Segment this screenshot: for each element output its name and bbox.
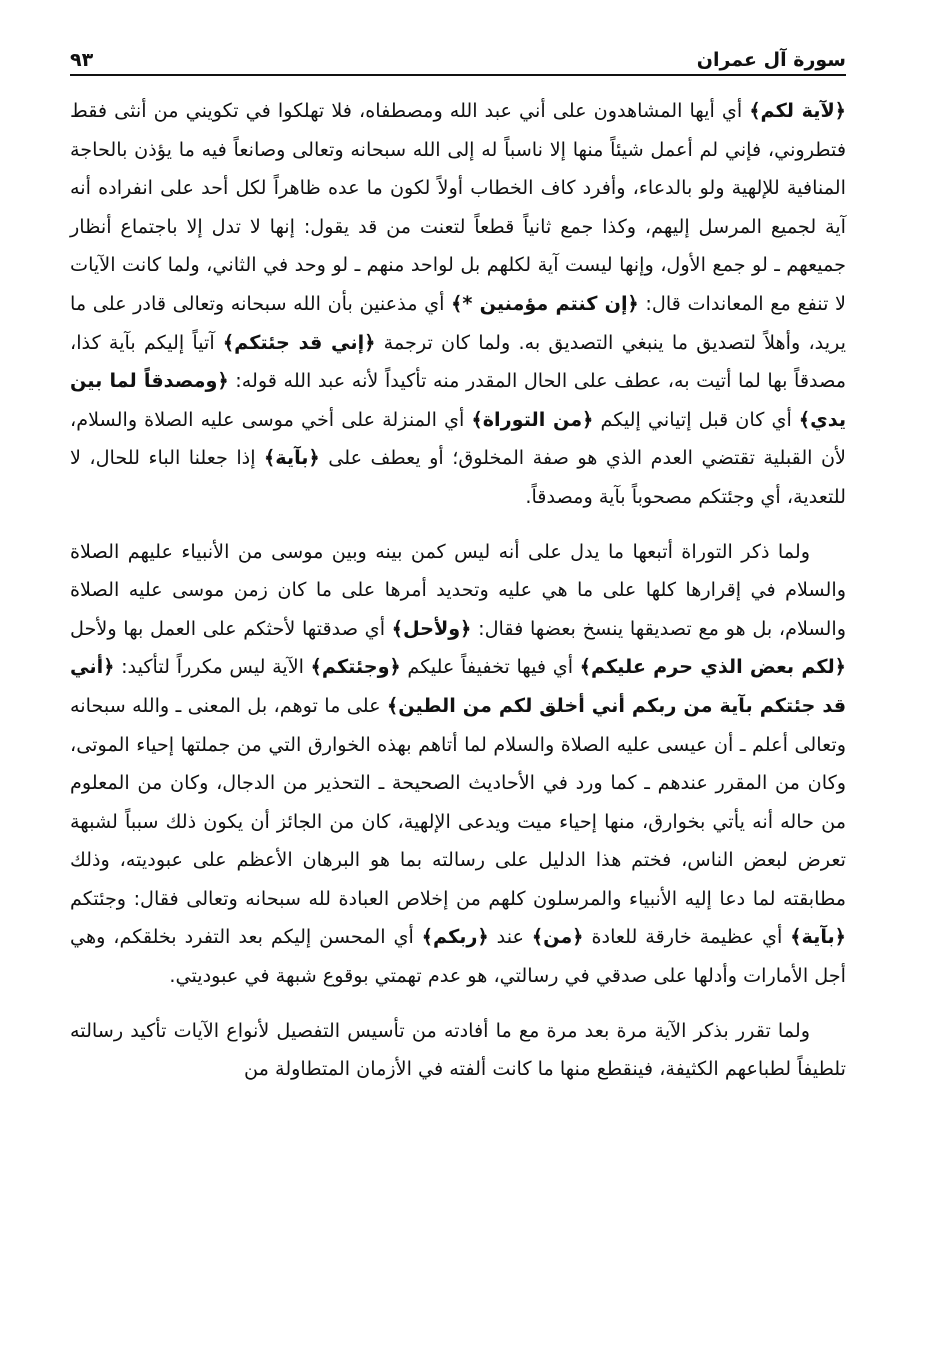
quran-quote: ﴿من التوراة﴾ <box>471 407 594 431</box>
quran-quote: ﴿بآية﴾ <box>264 446 320 470</box>
commentary-text: الآية ليس مكرراً لتأكيد: <box>114 655 311 679</box>
page-number: ٩٣ <box>70 49 94 71</box>
quran-quote: ﴿ربكم﴾ <box>421 925 489 949</box>
commentary-text: أي فيها تخفيفاً عليكم <box>400 655 580 679</box>
quran-quote: ﴿إن كنتم مؤمنين *﴾ <box>451 291 639 315</box>
quran-quote: ﴿ومصدقاً لما بين يدي﴾ <box>70 369 847 431</box>
paragraph-1 <box>70 92 846 517</box>
commentary-text: ولما تقرر بذكر الآية مرة بعد مرة مع ما أفادته من تأسيس التفصيل لأنواع الآيات تأكيد رسالته تلطيفاً لطباعهم الكثيفة، فينقطع منها ما كانت ألفته في الأزمان المتطاولة من <box>70 1018 846 1081</box>
quran-quote: ﴿ولأحل﴾ <box>391 616 472 640</box>
body-text <box>70 92 846 1089</box>
commentary-text: إذا جعلنا الباء للحال، لا للتعدية، أي وجئتكم مصحوباً بآية ومصدقاً. <box>70 446 846 508</box>
commentary-text: أي أيها المشاهدون على أني عبد الله ومصطفاه، فلا تهلكوا في تكويني من أنثى فقط فتطروني، فإني لم أعمل شيئاً منها إلا ناسباً له إلى الله سبحانه وتعالى وصانعاً فيه ما يؤذن بالحاجة المنافية للإلهية ولو بالدعاء، وأفرد كاف الخطاب أولاً لكون ما عده ظاهراً لكل أحد على انفراده أنه آية لجميع المرسل إليهم، وكذا جمع ثانياً قطعاً لتعنت من قد يقول: إنها لا تدل إلا باجتماع أنظار جميعهم ـ لو جمع الأول، وإنها ليست آية لكلهم بل لواحد منهم ـ لو وحد في الثاني، ولما كانت الآيات لا تنفع مع المعاندات قال: <box>70 99 846 315</box>
running-header <box>70 40 846 76</box>
paragraph-2 <box>70 533 846 996</box>
quran-quote: ﴿من﴾ <box>531 925 584 949</box>
surah-title: سورة آل عمران <box>696 49 846 71</box>
quran-quote: ﴿بآية﴾ <box>790 925 846 949</box>
commentary-text: ولما ذكر التوراة أتبعها ما يدل على أنه ليس كمن بينه وبين موسى من الأنبياء عليهم الصلاة والسلام في إقرارها كلها على ما هي عليه وتحديد أمرها على ما كان زمن موسى عليه الصلاة والسلام، بل هو مع تصديقها ينسخ بعضها فقال: <box>70 539 846 640</box>
paragraph-3 <box>70 1012 846 1089</box>
commentary-text: آتياً إليكم بآية كذا، مصدقاً بها لما أتيت به، عطف على الحال المقدر منه تأكيداً لأنه عبد الله قوله: <box>70 330 847 393</box>
quran-quote: ﴿لكم بعض الذي حرم عليكم﴾ <box>579 655 846 679</box>
quran-quote: ﴿لآية لكم﴾ <box>749 99 846 122</box>
commentary-text: أي المحسن إليكم بعد التفرد بخلقكم، وهي أجل الأمارات وأدلها على صدقي في رسالتي، هو عدم تهمتي بوقوع شبهة في عبوديتي. <box>70 925 846 988</box>
commentary-text: عند <box>488 925 532 949</box>
quran-quote: ﴿أني قد جئتكم بآية من ربكم أني أخلق لكم من الطين﴾ <box>70 655 847 717</box>
commentary-text: أي صدقتها لأحثكم على العمل بها ولأحل <box>70 616 392 640</box>
commentary-text: أي عظيمة خارقة للعادة <box>583 925 791 949</box>
commentary-text: أي كان قبل إتياني إليكم <box>593 407 799 431</box>
quran-quote: ﴿إني قد جئتكم﴾ <box>222 330 376 354</box>
commentary-text: أي المنزلة على أخي موسى عليه الصلاة والسلام، لأن القبلية تقتضي العدم الذي هو صفة المخلوق؛ أو يعطف على <box>70 407 846 470</box>
commentary-text: على ما توهم، بل المعنى ـ والله سبحانه وتعالى أعلم ـ أن عيسى عليه الصلاة والسلام لما أتاهم بهذه الخوارق التي من جملتها إحياء الموتى، وكان من المقرر عندهم ـ كما ورد في الأحاديث الصحيحة ـ التحذير من الدجال، وكان من المعلوم من حاله أنه يأتي بخوارق، منها إحياء ميت ويدعى الإلهية، كان من الجائز أن يكون ذلك سبباً لشبهة تعرض لبعض الناس، فختم هذا الدليل على رسالته بما هو البرهان الأعظم على عبوديته، وذلك مطابقته لما دعا إليه الأنبياء والمرسلون كلهم من إخلاص العبادة لله سبحانه وتعالى فقال: وجئتكم <box>70 693 846 910</box>
quran-quote: ﴿وجئتكم﴾ <box>310 655 401 679</box>
commentary-text: أي مذعنين بأن الله سبحانه وتعالى قادر على ما يريد، وأهلاً لتصديق ما ينبغي التصديق به. ولما كان ترجمة <box>70 291 846 354</box>
book-page <box>70 40 846 1330</box>
